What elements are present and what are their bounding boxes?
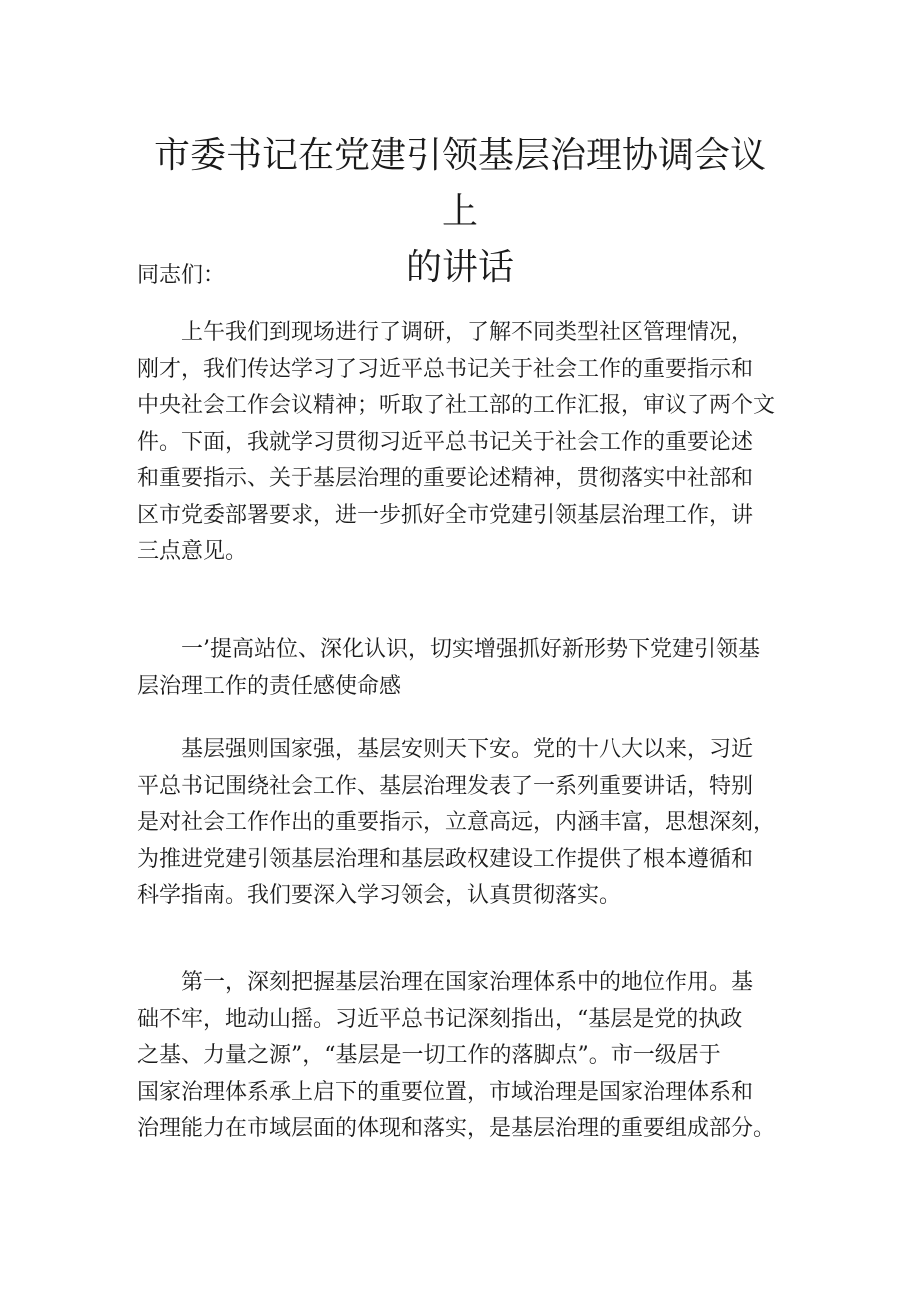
paragraph-line: 上午我们到现场进行了调研，了解不同类型社区管理情况， — [181, 320, 754, 345]
paragraph-line: 础不牢，地动山摇。习近平总书记深刻指出，“基层是党的执政 — [137, 1006, 743, 1032]
paragraph-line: 之基、力量之源”，“基层是一切工作的落脚点”。市一级居于 — [137, 1043, 721, 1068]
section-heading-1 — [137, 632, 760, 705]
paragraph-line: 一’提高站位、深化认识，切实增强抓好新形势下党建引领基 — [181, 637, 760, 662]
paragraph-line: 是对社会工作作出的重要指示，立意高远，内涵丰富，思想深刻， — [137, 810, 776, 835]
paragraph-point-1 — [137, 965, 775, 1148]
paragraph-line: 治理能力在市域层面的体现和落实，是基层治理的重要组成部分。 — [137, 1116, 776, 1141]
paragraph-line: 为推进党建引领基层治理和基层政权建设工作提供了根本遵循和 — [137, 846, 754, 872]
document-title — [140, 128, 780, 296]
paragraph-line: 层治理工作的责任感使命感 — [137, 673, 402, 699]
paragraph-line: 件。下面，我就学习贯彻习近平总书记关于社会工作的重要论述 — [137, 429, 754, 455]
paragraph-line: 科学指南。我们要深入学习领会，认真贯彻落实。 — [137, 883, 622, 908]
title-line: 的讲话 — [405, 247, 514, 288]
salutation: 同志们： — [137, 263, 226, 288]
paragraph-line: 基层强则国家强，基层安则天下安。党的十八大以来，习近 — [181, 737, 754, 762]
paragraph-body — [137, 732, 775, 915]
paragraph-line: 三点意见。 — [137, 539, 248, 564]
paragraph-line: 和重要指示、关于基层治理的重要论述精神，贯彻落实中社部和 — [137, 466, 754, 491]
paragraph-intro — [137, 315, 775, 571]
title-line: 市委书记在党建引领基层治理协调会议上 — [153, 135, 766, 232]
paragraph-line: 第一，深刻把握基层治理在国家治理体系中的地位作用。基 — [181, 970, 754, 995]
paragraph-line: 平总书记围绕社会工作、基层治理发表了一系列重要讲话，特别 — [137, 773, 754, 799]
paragraph-line: 中央社会工作会议精神；听取了社工部的工作汇报，审议了两个文 — [137, 393, 776, 418]
paragraph-line: 刚才，我们传达学习了习近平总书记关于社会工作的重要指示和 — [137, 356, 754, 382]
paragraph-line: 区市党委部署要求，进一步抓好全市党建引领基层治理工作，讲 — [137, 502, 754, 528]
paragraph-line: 国家治理体系承上启下的重要位置，市域治理是国家治理体系和 — [137, 1079, 754, 1105]
